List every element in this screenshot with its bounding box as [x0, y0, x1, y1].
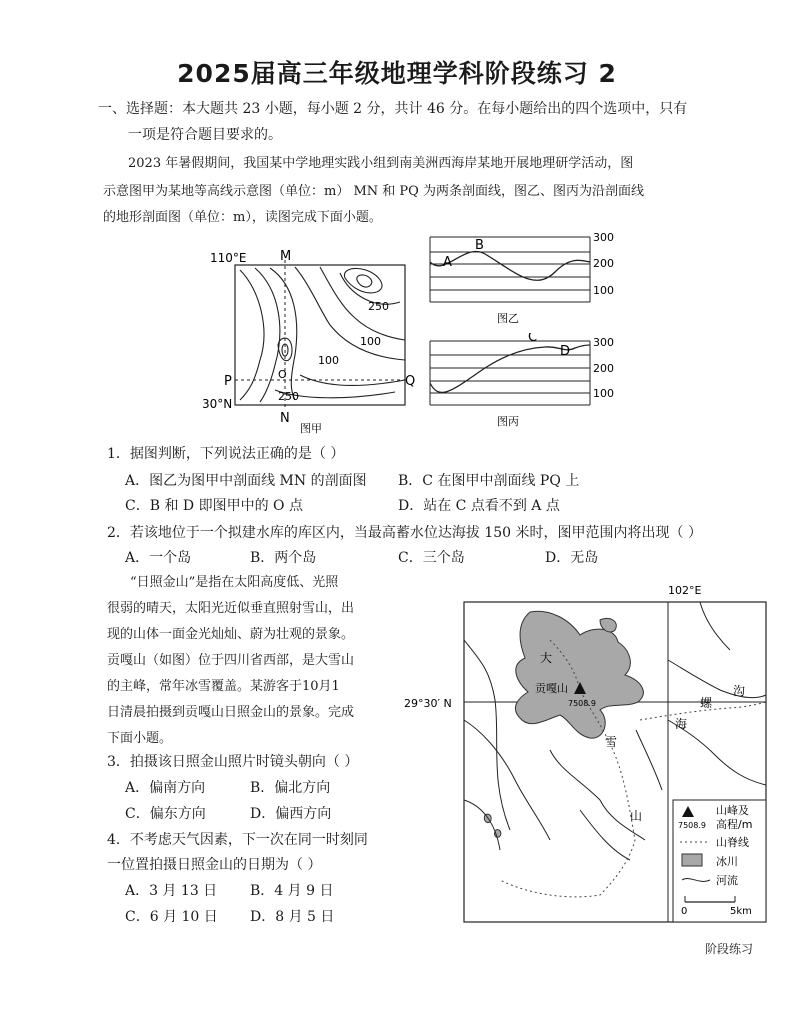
label-b: B	[475, 238, 484, 253]
passage2-line4: 贡嘎山（如图）位于四川省西部，是大雪山	[107, 653, 355, 668]
legend-river-label: 河流	[716, 874, 738, 887]
section-instruction-line2: 一项是符合题目要求的。	[128, 127, 282, 143]
figure-yi-caption: 图乙	[497, 312, 519, 325]
label-n: N	[280, 411, 290, 426]
label-d: D	[560, 344, 571, 359]
figure-bing-caption: 图丙	[497, 415, 519, 428]
passage2-line2: 很弱的晴天，太阳光近似垂直照射雪山，出	[107, 601, 355, 616]
q1-option-d[interactable]: D．站在 C 点看不到 A 点	[398, 498, 560, 514]
passage2-line3: 现的山体一面金光灿灿、蔚为壮观的景象。	[107, 627, 355, 642]
q2-option-c[interactable]: C．三个岛	[398, 550, 465, 566]
label-c: C	[528, 333, 538, 345]
q2-option-d[interactable]: D．无岛	[545, 550, 599, 566]
q1-stem: 1．据图判断，下列说法正确的是（ ）	[107, 446, 345, 462]
q3-option-a[interactable]: A．偏南方向	[125, 780, 206, 796]
map-lon-label: 102°E	[668, 584, 702, 597]
figure-jia-contour-map	[200, 240, 425, 440]
q4-option-a[interactable]: A．3 月 13 日	[125, 883, 218, 899]
legend-peak-sample: 7508.9	[678, 821, 706, 830]
tick-200: 200	[593, 257, 614, 270]
lat-label: 30°N	[202, 397, 233, 411]
q2-option-b[interactable]: B．两个岛	[250, 550, 317, 566]
legend-scale-0: 0	[681, 906, 688, 917]
legend-ridge-label: 山脊线	[716, 836, 749, 849]
passage2-line6: 日清晨拍摄到贡嘎山日照金山的景象。完成	[107, 705, 355, 720]
passage2-line7: 下面小题。	[107, 731, 173, 746]
tick-100: 100	[593, 284, 614, 297]
legend-glacier-icon	[682, 854, 702, 866]
label-a: A	[443, 255, 452, 270]
glacier-area	[515, 611, 643, 738]
passage2-line1: “日照金山”是指在太阳高度低、光照	[130, 575, 339, 590]
map-label-da: 大	[540, 651, 553, 665]
label-o: O	[278, 368, 287, 381]
q3-stem: 3．拍摄该日照金山照片时镜头朝向（ ）	[107, 754, 359, 770]
intro-line1: 2023 年暑假期间，我国某中学地理实践小组到南美洲西海岸某地开展地理研学活动，图	[128, 156, 634, 171]
tick-100: 100	[593, 387, 614, 400]
peak-height: 7508.9	[568, 699, 596, 708]
map-label-hai: 海	[675, 717, 688, 731]
page-title: 2025届高三年级地理学科阶段练习 2	[177, 59, 617, 88]
q4-stem-line2: 一位置拍摄日照金山的日期为（ ）	[107, 857, 322, 873]
profile-curve-yi	[430, 251, 590, 280]
page-corner-label: 阶段练习	[705, 942, 754, 956]
label-m: M	[280, 249, 292, 264]
q4-stem-line1: 4．不考虑天气因素，下一次在同一时刻同	[107, 832, 368, 848]
label-p: P	[224, 374, 232, 389]
tick-300: 300	[593, 232, 614, 244]
map-label-xue: 雪	[605, 735, 618, 749]
contour-label-250b: 250	[278, 390, 299, 403]
lon-label: 110°E	[210, 251, 247, 265]
q3-option-d[interactable]: D．偏西方向	[250, 806, 332, 822]
intro-line3: 的地形剖面图（单位：m），读图完成下面小题。	[103, 210, 382, 225]
q1-option-a[interactable]: A．图乙为图甲中剖面线 MN 的剖面图	[125, 473, 367, 489]
q1-option-b[interactable]: B．C 在图甲中剖面线 PQ 上	[398, 473, 580, 489]
q4-option-b[interactable]: B．4 月 9 日	[250, 883, 334, 899]
tick-200: 200	[593, 362, 614, 375]
q3-option-b[interactable]: B．偏北方向	[250, 780, 331, 796]
map-label-shan: 山	[630, 809, 643, 823]
tick-300: 300	[593, 336, 614, 349]
section-instruction-line1: 一、选择题：本大题共 23 小题，每小题 2 分，共计 46 分。在每小题给出的四个选项中，只有	[98, 101, 688, 117]
figure-jia-caption: 图甲	[300, 422, 322, 435]
label-q: Q	[405, 374, 416, 389]
map-label-luo: 螺	[700, 696, 713, 710]
q2-stem: 2．若该地位于一个拟建水库的库区内，当最高蓄水位达海拔 150 米时，图甲范围内将出现（ ）	[107, 525, 702, 541]
map-lat-label: 29°30′ N	[404, 697, 452, 710]
figure-yi-profile	[425, 232, 615, 327]
intro-line2: 示意图甲为某地等高线示意图（单位：m） MN 和 PQ 为两条剖面线，图乙、图丙为沿剖面线	[103, 184, 644, 199]
legend-peak-label2: 高程/m	[716, 818, 753, 831]
legend-glacier-label: 冰川	[716, 855, 738, 868]
contour-label-250a: 250	[368, 300, 389, 313]
legend-peak-label: 山峰及	[716, 804, 749, 817]
q4-option-c[interactable]: C．6 月 10 日	[125, 909, 218, 925]
q1-option-c[interactable]: C．B 和 D 即图甲中的 O 点	[125, 498, 303, 514]
q2-option-a[interactable]: A．一个岛	[125, 550, 192, 566]
contour-label-100a: 100	[360, 335, 381, 348]
map-label-gou: 沟	[733, 684, 746, 698]
legend-scale-5km: 5km	[730, 906, 752, 917]
gongga-map	[400, 580, 770, 930]
figure-bing-profile	[425, 333, 615, 433]
q3-option-c[interactable]: C．偏东方向	[125, 806, 206, 822]
peak-name: 贡嘎山	[535, 682, 568, 695]
passage2-line5: 的主峰，常年冰雪覆盖。某游客于10月1	[107, 679, 340, 694]
q4-option-d[interactable]: D．8 月 5 日	[250, 909, 335, 925]
contour-label-100b: 100	[318, 354, 339, 367]
